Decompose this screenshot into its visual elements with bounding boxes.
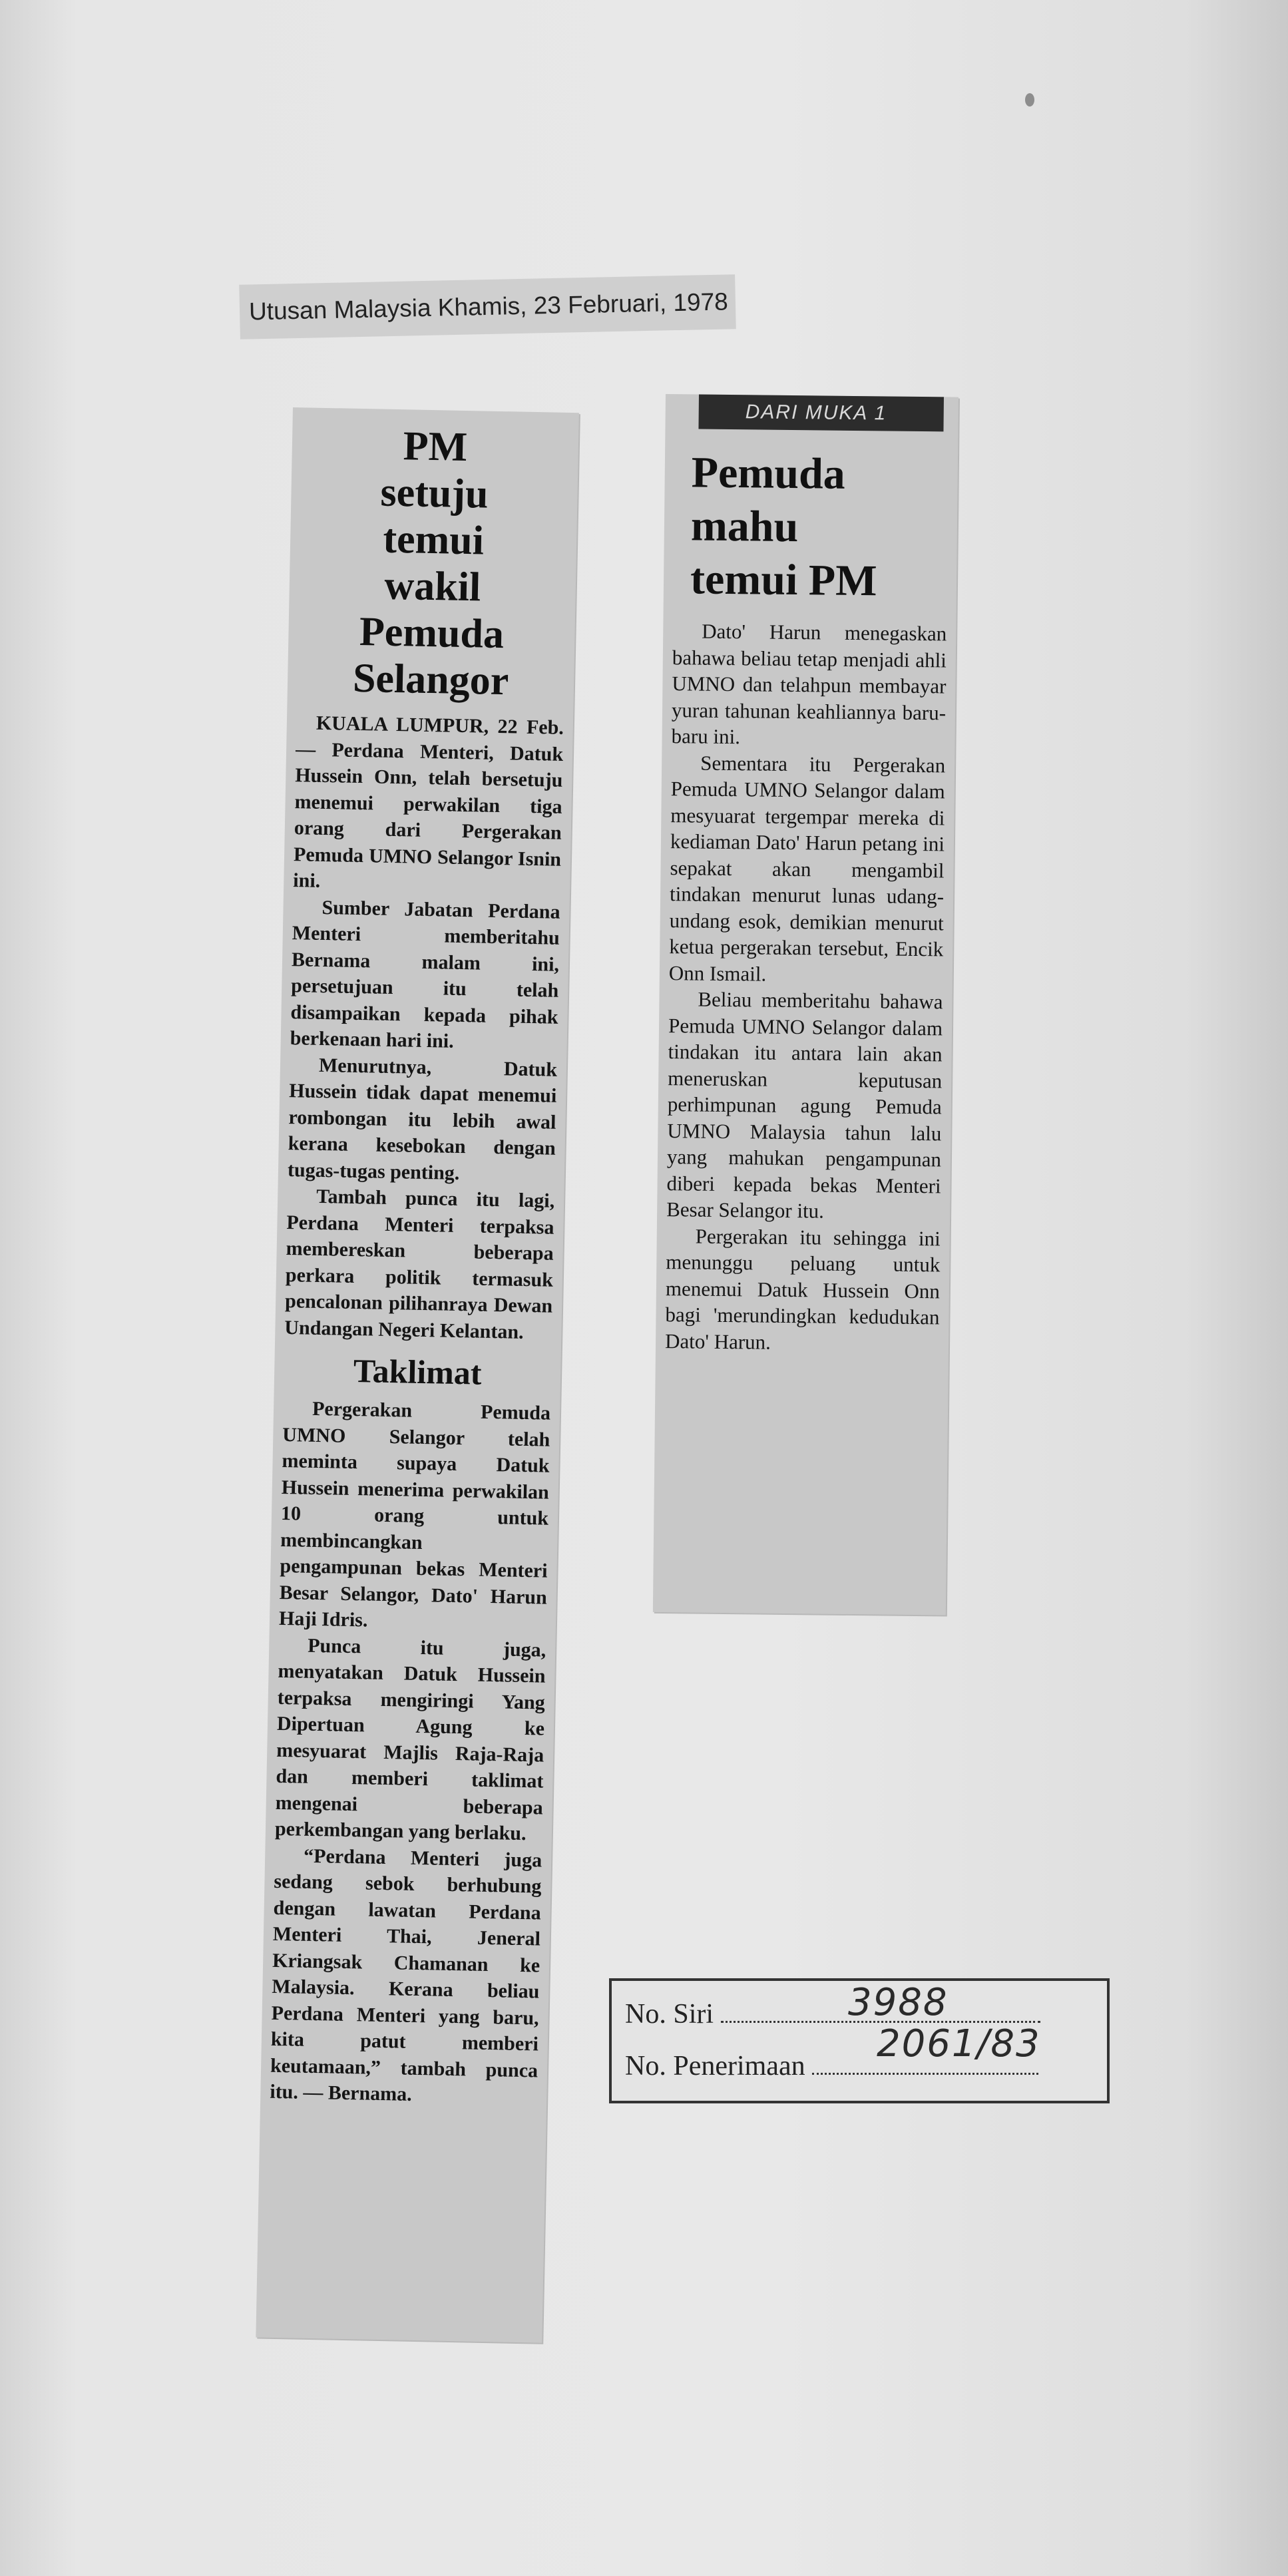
left-body: [284, 710, 564, 1346]
paragraph: Dato' Harun menegaskan bahawa beliau tetap menjadi ahli UMNO dan telahpun membayar yuran tahunan keahliannya baru-baru ini.: [671, 619, 947, 749]
left-headline-line: wakil: [383, 562, 481, 610]
subheading: Taklimat: [353, 1352, 483, 1392]
penerimaan-label: No. Penerimaan: [625, 2051, 805, 2081]
paragraph: Tambah punca itu lagi, Perdana Menteri terpaksa membereskan beberapa perkara politik termasuk pencalonan pilihanraya Dewan Undangan Negeri Kelantan.: [284, 1185, 555, 1343]
left-body-2: [270, 1395, 550, 2110]
right-headline-line: Pemuda: [691, 448, 846, 499]
siri-label: No. Siri: [625, 1999, 714, 2030]
right-clipping: [653, 394, 959, 1615]
paragraph: Sementara itu Pergerakan Pemuda UMNO Selangor dalam mesyuarat tergempar mereka di kediaman Dato' Harun petang ini sepakat akan mengambil tindakan menurut lunas udang-undang esok, demikian menurut ketua pergerakan tersebut, Encik Onn Ismail.: [668, 751, 946, 986]
paragraph: Pergerakan Pemuda UMNO Selangor telah meminta supaya Datuk Hussein menerima perwakilan 10 orang untuk membincangkan pengampunan bekas Menteri Besar Selangor, Dato' Harun Haji Idris.: [278, 1397, 551, 1631]
paragraph: Beliau memberitahu bahawa Pemuda UMNO Selangor dalam tindakan itu antara lain akan meneruskan keputusan perhimpunan agung Pemuda UMNO Malaysia tahun lalu yang mahukan pengampunan diberi kepada bekas Menteri Besar Selangor itu.: [666, 987, 943, 1223]
paragraph: Menurutnya, Datuk Hussein tidak dapat menemui rombongan itu lebih awal kerana kesebokan dengan tugas-tugas penting.: [287, 1054, 558, 1184]
paragraph: “Perdana Menteri juga sedang sebok berhubung dengan lawatan Perdana Menteri Thai, Jeneral Kriangsak Chamanan ke Malaysia. Kerana beliau Perdana Menteri yang baru, kita patut memberi keutamaan,” tambah punca itu. — Bernama.: [270, 1844, 542, 2105]
left-headline: [294, 421, 572, 706]
left-headline-line: temui: [382, 516, 485, 564]
siri-handwritten-value: 3988: [848, 1981, 949, 2024]
penerimaan-handwritten-value: 2061/83: [877, 2022, 1041, 2065]
right-headline-line: mahu: [690, 501, 799, 552]
left-headline-line: setuju: [379, 469, 489, 517]
left-clipping: [256, 407, 579, 2343]
left-headline-line: PM: [403, 423, 468, 471]
right-headline-line: temui PM: [690, 554, 877, 606]
left-headline-line: Pemuda: [359, 608, 505, 658]
paragraph: Pergerakan itu sehingga ini menunggu peluang untuk menemui Datuk Hussein Onn bagi 'merundingkan kedudukan Dato' Harun.: [664, 1224, 941, 1354]
right-headline: [690, 446, 946, 608]
archive-stamp: [609, 1978, 1110, 2103]
paragraph: KUALA LUMPUR, 22 Feb. — Perdana Menteri, Datuk Hussein Onn, telah bersetuju menemui perwakilan tiga orang dari Pergerakan Pemuda UMNO Selangor Isnin ini.: [293, 712, 564, 892]
paragraph: Punca itu juga, menyatakan Datuk Hussein terpaksa mengiringi Yang Dipertuan Agung ke mesyuarat Majlis Raja-Raja dan memberi taklimat mengenai beberapa perkembangan yang berlaku.: [274, 1634, 546, 1845]
source-label: Utusan Malaysia Khamis, 23 Februari, 1978: [239, 274, 736, 339]
kicker-banner: DARI MUKA 1: [698, 395, 944, 432]
left-headline-line: Selangor: [352, 655, 509, 704]
right-body: [665, 618, 947, 1357]
paper-speck: [1025, 93, 1034, 107]
paragraph: Sumber Jabatan Perdana Menteri memberitahu Bernama malam ini, persetujuan itu telah disampaikan kepada pihak berkenaan hari ini.: [290, 896, 560, 1052]
